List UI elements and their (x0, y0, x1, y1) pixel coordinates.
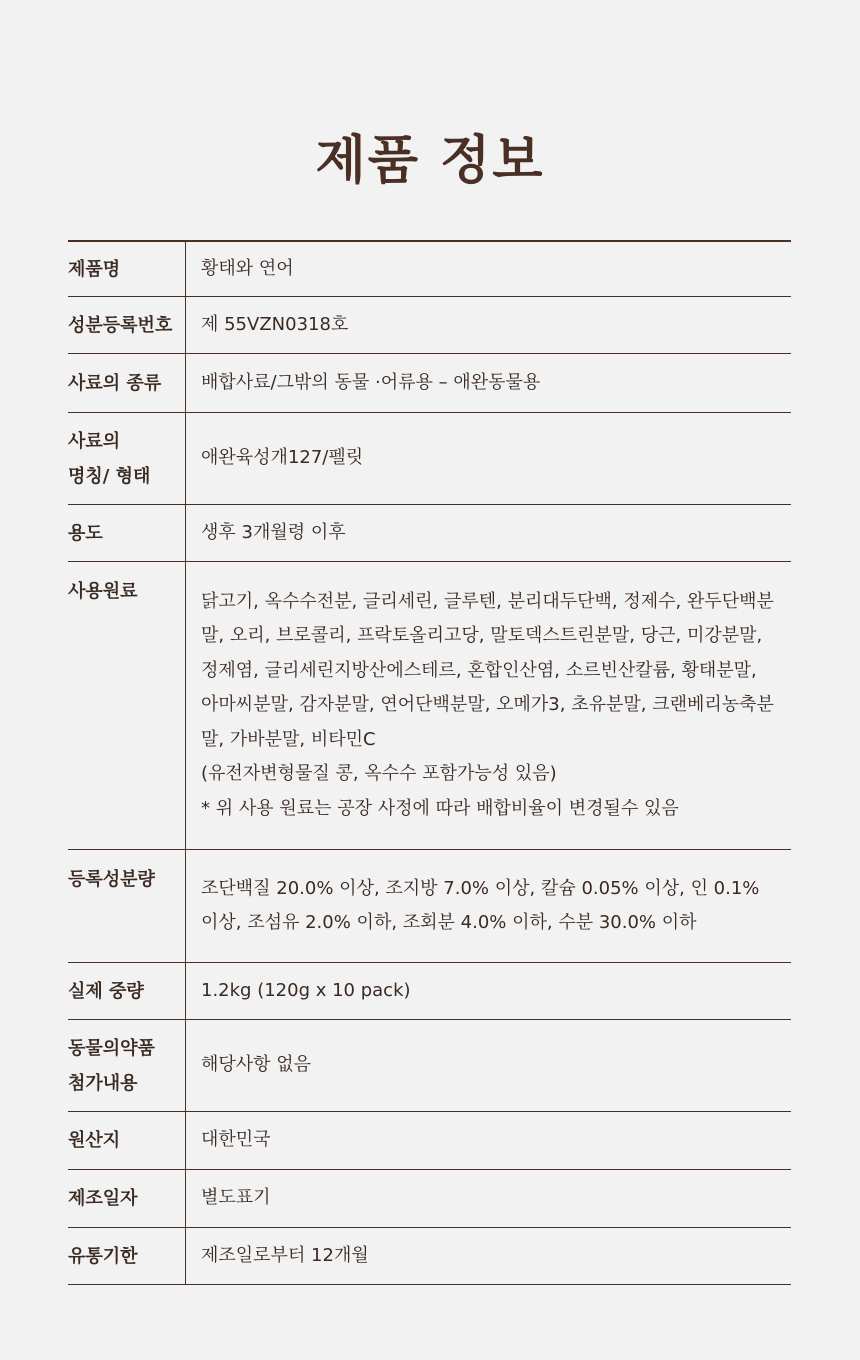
label-composition: 등록성분량 (68, 850, 186, 963)
label-origin: 원산지 (68, 1112, 186, 1170)
value-vet-drugs: 해당사항 없음 (186, 1020, 792, 1112)
label-vet-drugs-line-1: 동물의약품 (68, 1037, 155, 1059)
label-vet-drugs-line-2: 첨가내용 (68, 1072, 138, 1094)
table-row-feed-type (68, 354, 791, 413)
ingredients-line: 아마씨분말, 감자분말, 연어단백분말, 오메가3, 초유분말, 크랜베리농축분 (201, 694, 774, 716)
ingredients-gmo-note: (유전자변형물질 콩, 옥수수 포함가능성 있음) (201, 763, 557, 785)
label-usage: 용도 (68, 505, 186, 562)
label-feed-form (68, 413, 186, 505)
value-origin: 대한민국 (186, 1112, 792, 1170)
product-info-table (68, 240, 791, 1285)
value-product-name: 황태와 연어 (186, 241, 792, 297)
label-feed-type: 사료의 종류 (68, 354, 186, 413)
value-manufacture-date: 별도표기 (186, 1170, 792, 1228)
table-row-net-weight (68, 963, 791, 1020)
value-net-weight: 1.2kg (120g x 10 pack) (186, 963, 792, 1020)
ingredients-change-note: * 위 사용 원료는 공장 사정에 따라 배합비율이 변경될수 있음 (201, 797, 679, 819)
label-vet-drugs (68, 1020, 186, 1112)
value-registration-no: 제 55VZN0318호 (186, 297, 792, 354)
table-row-ingredients (68, 562, 791, 850)
value-feed-type: 배합사료/그밖의 동물 ·어류용 – 애완동물용 (186, 354, 792, 413)
value-ingredients (186, 562, 792, 850)
ingredients-line: 말, 가바분말, 비타민C (201, 728, 376, 750)
table-row-manufacture-date (68, 1170, 791, 1228)
ingredients-line: 말, 오리, 브로콜리, 프락토올리고당, 말토덱스트린분말, 당근, 미강분말, (201, 625, 763, 647)
value-expiry: 제조일로부터 12개월 (186, 1228, 792, 1285)
table-row-origin (68, 1112, 791, 1170)
label-manufacture-date: 제조일자 (68, 1170, 186, 1228)
ingredients-line: 정제염, 글리세린지방산에스테르, 혼합인산염, 소르빈산칼륨, 황태분말, (201, 659, 757, 681)
ingredients-line: 닭고기, 옥수수전분, 글리세린, 글루텐, 분리대두단백, 정제수, 완두단백분 (201, 590, 774, 612)
page-title: 제품 정보 (315, 131, 545, 191)
table-row-vet-drugs (68, 1020, 791, 1112)
label-net-weight: 실제 중량 (68, 963, 186, 1020)
label-ingredients: 사용원료 (68, 562, 186, 850)
table-row-expiry (68, 1228, 791, 1285)
label-feed-form-line-1: 사료의 (68, 430, 121, 452)
value-composition (186, 850, 792, 963)
value-feed-form: 애완육성개127/펠릿 (186, 413, 792, 505)
table-row-composition (68, 850, 791, 963)
composition-line: 조단백질 20.0% 이상, 조지방 7.0% 이상, 칼슘 0.05% 이상, 인 0.1% (201, 877, 760, 899)
value-usage: 생후 3개월령 이후 (186, 505, 792, 562)
label-expiry: 유통기한 (68, 1228, 186, 1285)
table-row-feed-form (68, 413, 791, 505)
table-row-product-name (68, 241, 791, 297)
composition-line: 이상, 조섬유 2.0% 이하, 조회분 4.0% 이하, 수분 30.0% 이하 (201, 912, 697, 933)
table-row-usage (68, 505, 791, 562)
table-row-registration-no (68, 297, 791, 354)
label-registration-no: 성분등록번호 (68, 297, 186, 354)
label-feed-form-line-2: 명칭/ 형태 (68, 465, 151, 487)
label-product-name: 제품명 (68, 241, 186, 297)
